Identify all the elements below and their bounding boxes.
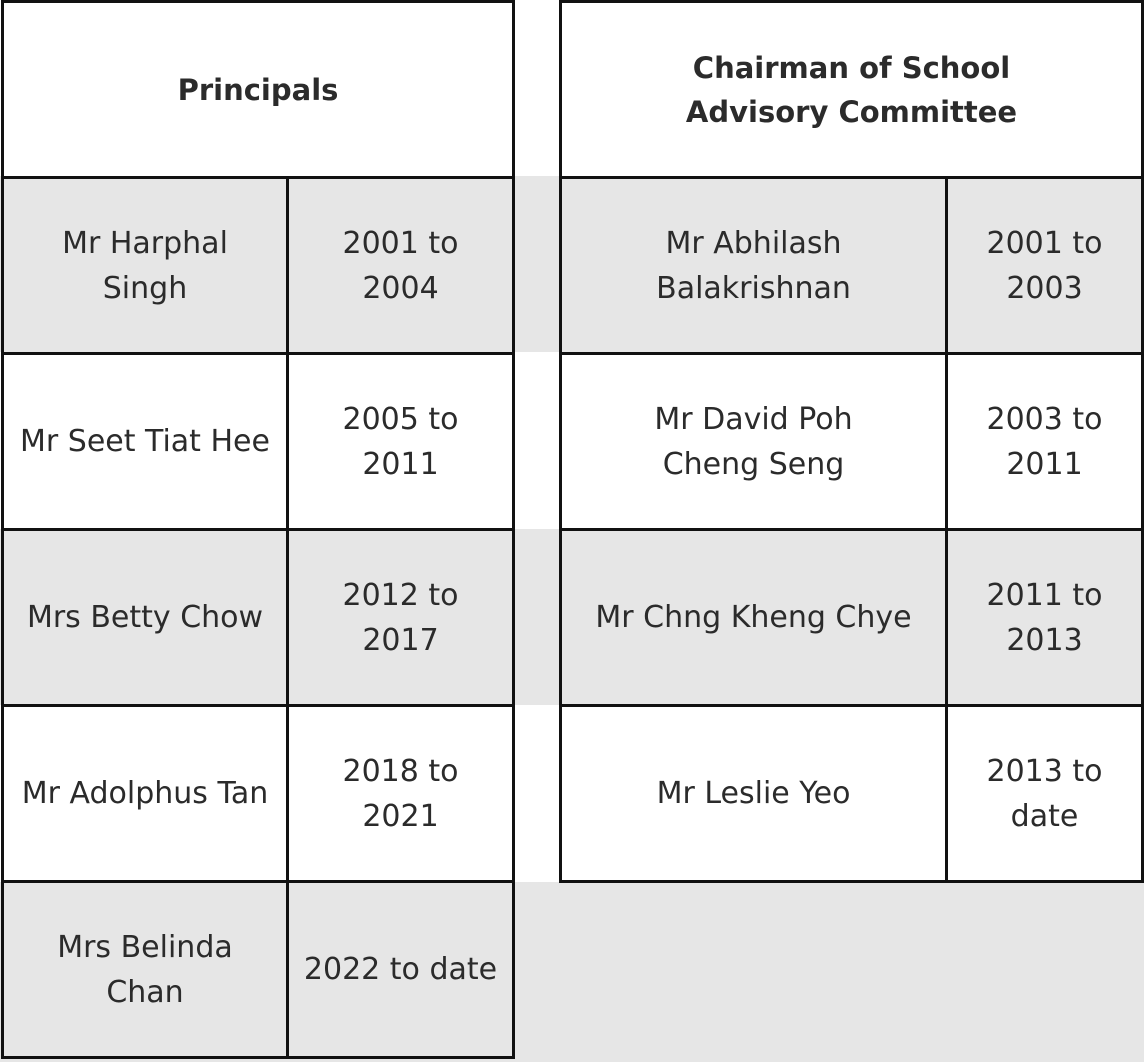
chairman-period: 2001 to 2003 [947, 178, 1143, 354]
table-row [3, 354, 514, 530]
principal-period: 2018 to 2021 [288, 706, 514, 882]
table-row [3, 882, 514, 1058]
chairman-name: Mr Abhilash Balakrishnan [561, 178, 947, 354]
principals-table [1, 0, 515, 1059]
table-row [561, 706, 1143, 882]
principal-period: 2012 to 2017 [288, 530, 514, 706]
table-row [3, 530, 514, 706]
chairman-name: Mr Chng Kheng Chye [561, 530, 947, 706]
principal-period: 2001 to 2004 [288, 178, 514, 354]
table-row [3, 706, 514, 882]
chairman-period: 2013 to date [947, 706, 1143, 882]
table-row [3, 178, 514, 354]
chairman-name: Mr David Poh Cheng Seng [561, 354, 947, 530]
chairman-heading: Chairman of School Advisory Committee [561, 2, 1143, 178]
chairman-name: Mr Leslie Yeo [561, 706, 947, 882]
table-row [561, 530, 1143, 706]
principal-period: 2022 to date [288, 882, 514, 1058]
principal-name: Mrs Belinda Chan [3, 882, 288, 1058]
principal-name: Mrs Betty Chow [3, 530, 288, 706]
chairman-table [559, 0, 1144, 883]
table-row [561, 178, 1143, 354]
chairman-period: 2003 to 2011 [947, 354, 1143, 530]
table-row [561, 354, 1143, 530]
principal-period: 2005 to 2011 [288, 354, 514, 530]
principal-name: Mr Seet Tiat Hee [3, 354, 288, 530]
chairman-period: 2011 to 2013 [947, 530, 1143, 706]
principal-name: Mr Adolphus Tan [3, 706, 288, 882]
principals-heading: Principals [3, 2, 514, 178]
principal-name: Mr Harphal Singh [3, 178, 288, 354]
